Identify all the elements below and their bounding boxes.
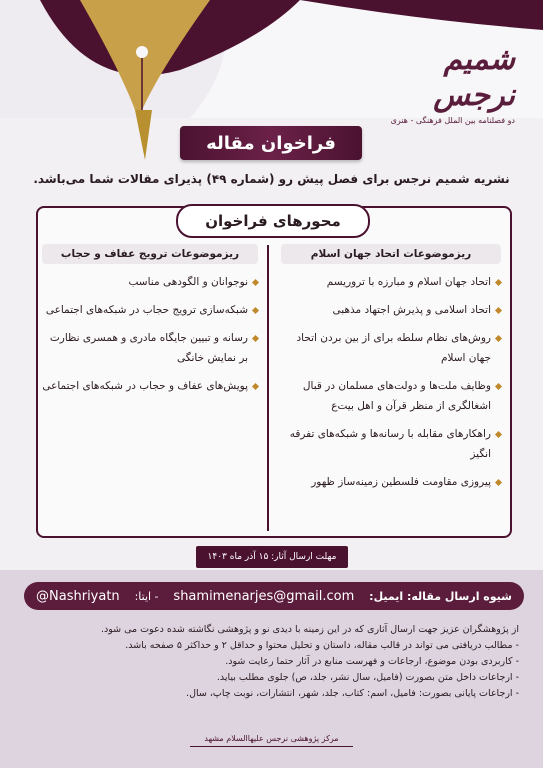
- bullet-icon: [495, 279, 502, 286]
- logo-title: شمیم نرجس: [433, 42, 515, 113]
- logo: [355, 42, 515, 125]
- bullet-icon: [495, 335, 502, 342]
- list-item: وظایف ملت‌ها و دولت‌های مسلمان در قبال اشغالگری از منظر قرآن و اهل بیت‌ع: [281, 376, 501, 416]
- bullet-icon: [252, 383, 259, 390]
- note-line: - ارجاعات پایانی بصورت: فامیل، اسم: کتاب، جلد، شهر، انتشارات، نوبت چاپ، سال.: [186, 688, 519, 699]
- logo-subtitle: دو فصلنامه بین الملل فرهنگی - هنری: [390, 116, 515, 125]
- list-item: اتحاد جهان اسلام و مبارزه با تروریسم: [281, 272, 501, 292]
- right-column-heading: ریزموضوعات اتحاد جهان اسلام: [281, 244, 501, 264]
- list-item: شبکه‌سازی ترویج حجاب در شبکه‌های اجتماعی: [42, 300, 258, 320]
- note-line: - کاربردی بودن موضوع، ارجاعات و فهرست منابع در آثار حتما رعایت شود.: [225, 656, 519, 667]
- left-column: [42, 244, 258, 404]
- list-item: پویش‌های عفاف و حجاب در شبکه‌های اجتماعی: [42, 376, 258, 396]
- contact-bar: [24, 582, 524, 610]
- list-item: پیروزی مقاومت فلسطین زمینه‌ساز ظهور: [281, 472, 501, 492]
- contact-label: شیوه ارسال مقاله: ایمیل:: [369, 589, 512, 603]
- bullet-icon: [495, 431, 502, 438]
- bullet-icon: [495, 307, 502, 314]
- deadline-badge: مهلت ارسال آثار: ۱۵ آذر ماه ۱۴۰۳: [196, 546, 348, 568]
- note-line: - ارجاعات داخل متن بصورت (فامیل، سال نشر، جلد، ص) جلوی مطلب بیاید.: [216, 672, 519, 683]
- left-column-heading: ریزموضوعات ترویج عفاف و حجاب: [42, 244, 258, 264]
- bullet-icon: [495, 383, 502, 390]
- bullet-icon: [495, 479, 502, 486]
- list-item: نوجوانان و الگودهی مناسب: [42, 272, 258, 292]
- list-item: اتحاد اسلامی و پذیرش اجتهاد مذهبی: [281, 300, 501, 320]
- intro-text: نشریه شمیم نرجس برای فصل پیش رو (شماره ۴۹) پذیرای مقالات شما می‌باشد.: [33, 172, 510, 186]
- email-link[interactable]: shamimenarjes@gmail.com: [173, 588, 355, 604]
- eita-label: - ایتا:: [134, 589, 159, 603]
- footer-text: مرکز پژوهشی نرجس علیهاالسلام مشهد: [204, 734, 339, 743]
- column-divider: [267, 245, 269, 531]
- axes-title: محورهای فراخوان: [176, 204, 370, 238]
- bullet-icon: [252, 307, 259, 314]
- list-item: راهکارهای مقابله با رسانه‌ها و شبکه‌های تفرقه انگیز: [281, 424, 501, 464]
- bullet-icon: [252, 279, 259, 286]
- right-column: [281, 244, 501, 500]
- eita-handle[interactable]: @Nashriyatn: [36, 588, 120, 604]
- note-line: از پژوهشگران عزیز جهت ارسال آثاری که در این زمینه با دیدی نو و پژوهشی نگاشته شده دعوت می شود.: [100, 624, 519, 635]
- bullet-icon: [252, 335, 259, 342]
- notes-block: [19, 622, 519, 702]
- header-band: [0, 0, 543, 125]
- footer-divider: [190, 746, 353, 747]
- note-line: - مطالب دریافتی می تواند در قالب مقاله، داستان و تحلیل محتوا و حداقل ۲ و حداکثر ۵ صفحه باشد.: [125, 640, 519, 651]
- page-title: فراخوان مقاله: [180, 126, 362, 160]
- list-item: روش‌های نظام سلطه برای از بین بردن اتحاد جهان اسلام: [281, 328, 501, 368]
- list-item: رسانه و تبیین جایگاه مادری و همسری نظارت بر نمایش خانگی: [42, 328, 258, 368]
